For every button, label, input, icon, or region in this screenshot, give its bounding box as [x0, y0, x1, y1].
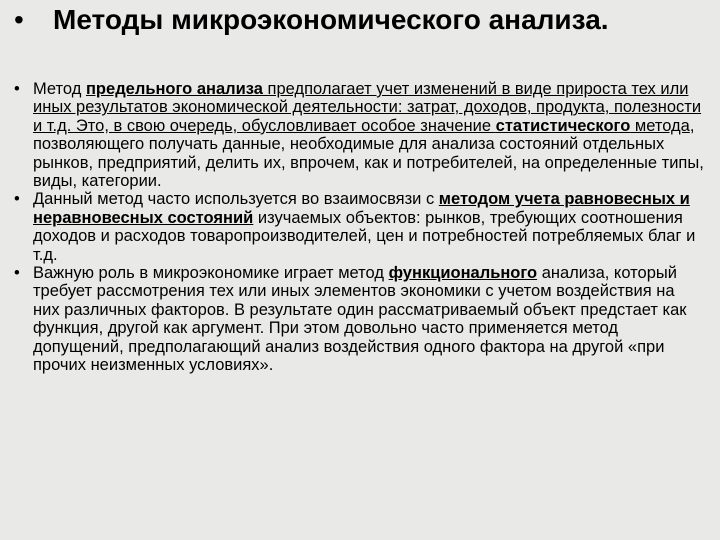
- text-run: Метод: [33, 80, 86, 98]
- list-item-text: [33, 264, 704, 374]
- text-run: , позволяющего получать данные, необходимые для анализа состояний отдельных рынков, предприятий, делить их, впрочем, как и потребителей, на определенные типы, виды, категории.: [33, 116, 704, 191]
- list-item: [14, 190, 704, 264]
- text-run: Данный метод часто используется во взаимосвязи с: [33, 190, 439, 209]
- term-marginal-analysis: предельного анализа: [85, 80, 263, 98]
- term-functional: функционального: [388, 264, 538, 283]
- list-item: [14, 264, 704, 374]
- text-run: метода: [630, 116, 690, 135]
- term-statistical: статистического: [495, 116, 631, 135]
- list-item-text: [33, 80, 704, 190]
- list-item: [14, 80, 704, 190]
- page-title: Методы микроэкономического анализа.: [53, 4, 609, 35]
- text-run: Важную роль в микроэкономике играет метод: [33, 264, 389, 283]
- term-equilibrium-method: методом учета равновесных и неравновесных состояний: [33, 190, 690, 227]
- text-run: предполагает учет изменений в виде прироста тех или иных результатов экономической деятельности: затрат, доходов, продукта, полезности и т.д. Это, в свою очередь, обусловливает особое значение: [33, 80, 702, 135]
- title-row: [14, 2, 714, 38]
- bullet-icon: •: [14, 80, 20, 98]
- text-run: анализа, который требует рассмотрения тех или иных элементов экономики с учетом воздействия на них различных факторов. В результате один рассматриваемый объект предстает как функция, другой как аргумент. При этом довольно часто применяется метод допущений, предполагающий анализ воздействия одного фактора на другой «при прочих неизменных условиях».: [33, 264, 687, 375]
- bullet-list: [14, 80, 704, 375]
- list-item-text: [33, 190, 704, 264]
- bullet-icon: •: [14, 264, 20, 283]
- text-run: изучаемых объектов: рынков, требующих соотношения доходов и расходов товаропроизводителей, цен и потребностей потребляемых благ и т.д.: [33, 208, 696, 264]
- title-bullet: •: [14, 4, 24, 35]
- bullet-icon: •: [14, 190, 20, 209]
